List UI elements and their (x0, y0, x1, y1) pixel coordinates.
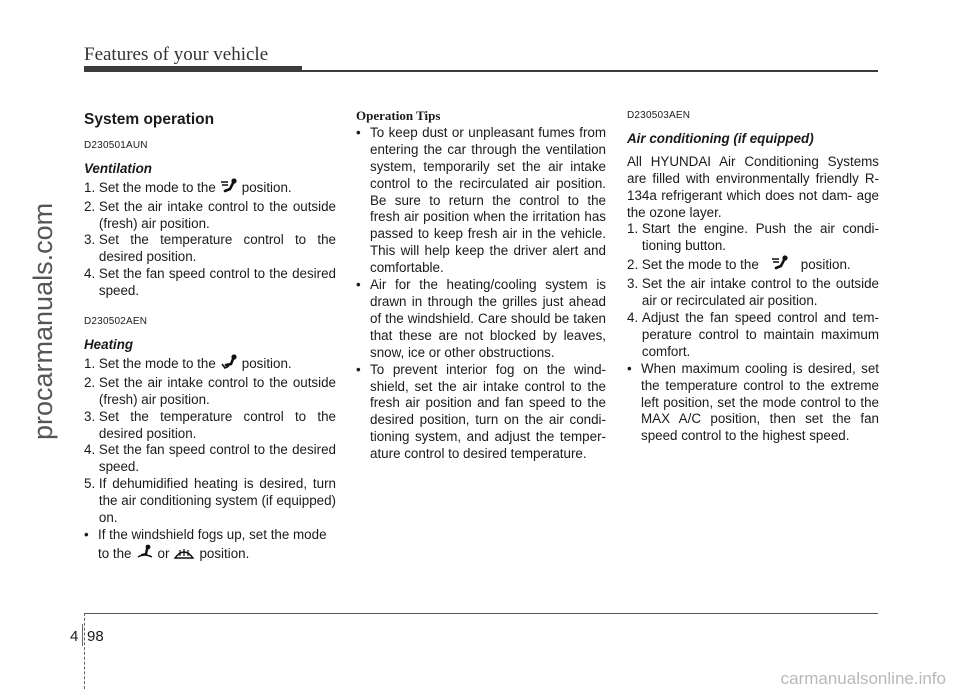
heating-title: Heating (84, 336, 134, 352)
tip-2: • Air for the heating/cooling system is drawn in through the grilles just ahead of the windshield. Care should be taken that these are not blocked by leaves, snow, ice or other obstructions. (356, 277, 606, 360)
tip-3: • To prevent interior fog on the wind- shield, set the air intake control to the fresh air position and fan speed to the desired position, turn on the air condi- tioning system, and adjust the temper- ature control to desired temperature. (356, 361, 606, 462)
ventilation-code: D230501AUN (84, 139, 148, 151)
column-left (84, 108, 336, 565)
section-heading: System operation (84, 111, 215, 128)
heating-bullet: • If the windshield fogs up, set the mode to the or position. (84, 527, 336, 565)
ventilation-step-1: 1. Set the mode to the position. (84, 178, 336, 199)
ac-step-1: 1. Start the engine. Push the air condi- tioning button. (627, 221, 879, 254)
header-rule-thin (302, 70, 878, 72)
heating-step-1: 1. Set the mode to the position. (84, 354, 336, 375)
side-watermark: procarmanuals.com (28, 202, 58, 440)
floor-defrost-icon (136, 544, 154, 565)
ventilation-step-3: 3. Set the temperature control to the desired position. (84, 232, 336, 265)
ac-intro: All HYUNDAI Air Conditioning Systems are filled with environmentally friendly R-134a refrigerant which does not dam- age the ozone layer. (627, 153, 879, 220)
ac-step-3: 3. Set the air intake control to the outside air or recirculated air position. (627, 276, 879, 309)
header-title: Features of your vehicle (84, 44, 269, 65)
heating-step-4: 4. Set the fan speed control to the desired speed. (84, 442, 336, 475)
ac-code: D230503AEN (627, 110, 691, 121)
footer-dashed-line (84, 613, 85, 689)
ventilation-step-2: 2. Set the air intake control to the outside (fresh) air position. (84, 198, 336, 231)
ac-title: Air conditioning (if equipped) (627, 130, 814, 146)
heating-step-3: 3. Set the temperature control to the desired position. (84, 408, 336, 441)
header-rule-thick (84, 66, 302, 72)
face-vent-icon (771, 255, 789, 276)
column-right (627, 108, 879, 445)
face-vent-icon (220, 178, 238, 199)
heating-code: D230502AEN (84, 316, 148, 328)
column-middle (356, 108, 606, 463)
page-number-divider (82, 624, 83, 646)
ac-step-2: 2. Set the mode to the position. (627, 255, 879, 276)
ventilation-title: Ventilation (84, 160, 152, 176)
page-number: 98 (87, 628, 104, 645)
section-number: 4 (70, 628, 79, 645)
ac-step-4: 4. Adjust the fan speed control and tem- perature control to maintain maximum comfort. (627, 309, 879, 359)
bottom-watermark: carmanualsonline.info (780, 669, 946, 688)
ac-bullet: • When maximum cooling is desired, set the temperature control to the extreme left position, set the mode control to the MAX A/C position, then set the fan speed control to the highest speed. (627, 360, 879, 444)
tip-1: • To keep dust or unpleasant fumes from entering the car through the ventilation system, temporarily set the air intake control to the recirculated air position. Be sure to return the control to the fresh air position when the irritation has passed to keep fresh air in the vehicle. This will help keep the driver alert and comfortable. (356, 124, 606, 276)
defrost-icon (173, 544, 195, 565)
heating-step-5: 5. If dehumidified heating is desired, turn the air conditioning system (if equipped) on. (84, 476, 336, 526)
operation-tips-title: Operation Tips (356, 108, 441, 123)
ventilation-step-4: 4. Set the fan speed control to the desired speed. (84, 266, 336, 299)
heating-step-2: 2. Set the air intake control to the outside (fresh) air position. (84, 374, 336, 407)
floor-vent-icon (220, 354, 238, 375)
footer-rule (84, 613, 878, 614)
